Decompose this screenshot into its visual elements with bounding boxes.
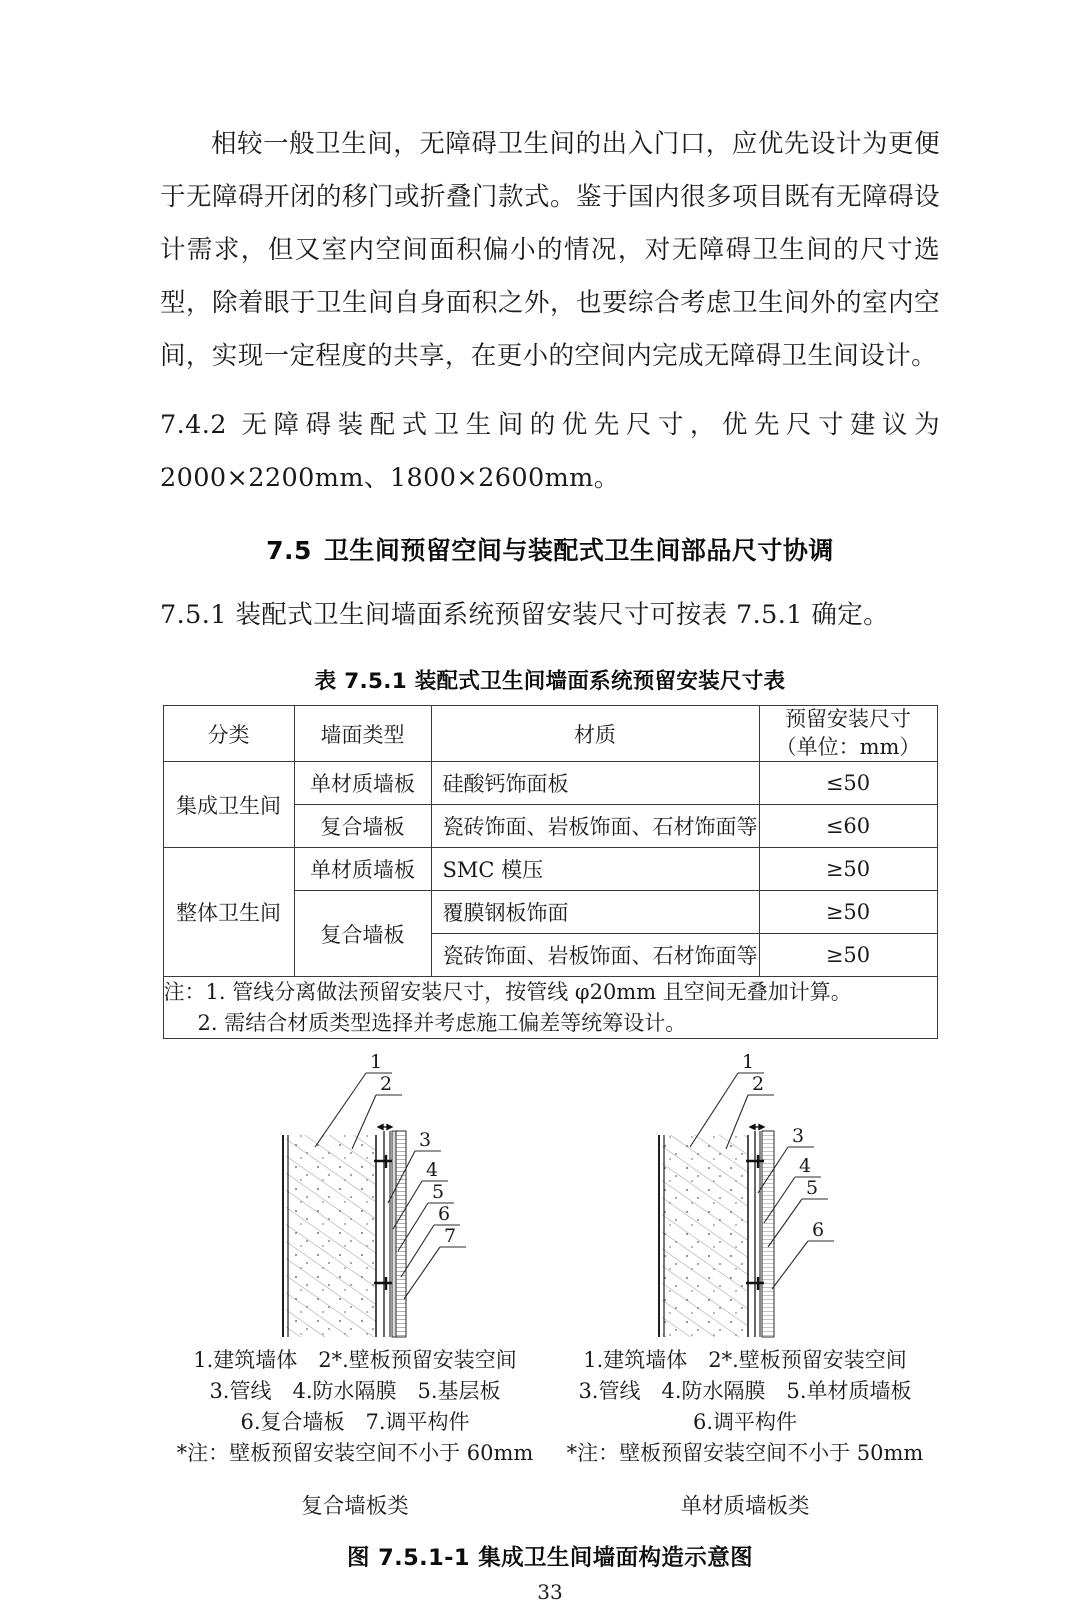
figure-type-label-right: 单材质墙板类: [680, 1494, 810, 1520]
header-reserved-size-line2: （单位：mm）: [775, 734, 921, 759]
label-4: 4: [799, 1155, 812, 1178]
cell-wall-type: 复合墙板: [294, 891, 431, 977]
label-3: 3: [419, 1129, 432, 1152]
header-cell-reserved-size: [759, 706, 937, 762]
legend-line-3: 6.调平构件: [692, 1410, 798, 1435]
cell-wall-type: 单材质墙板: [294, 762, 431, 805]
cell-wall-type: 复合墙板: [294, 805, 431, 848]
cell-material: 瓷砖饰面、岩板饰面、石材饰面等: [431, 934, 759, 977]
legend-note: *注：壁板预留安装空间不小于 50mm: [566, 1441, 924, 1466]
cell-category-unitized: 整体卫生间: [163, 848, 294, 977]
table-row: [163, 762, 937, 805]
composite-wall-svg: [160, 1051, 550, 1341]
cell-category-integrated: 集成卫生间: [163, 762, 294, 848]
page-content: [160, 118, 940, 1604]
figure-legend-left: [160, 1345, 550, 1522]
label-4: 4: [426, 1159, 439, 1182]
figure-composite-wall-diagram: [160, 1051, 550, 1341]
figure-legends: [160, 1345, 940, 1522]
cell-reserved-size: ≥50: [759, 848, 937, 891]
single-material-wall-svg: [550, 1051, 940, 1341]
legend-line-1: 1.建筑墙体 2*.壁板预留安装空间: [583, 1348, 907, 1373]
header-cell-wall-type: 墙面类型: [294, 706, 431, 762]
header-cell-material: 材质: [431, 706, 759, 762]
table-notes: [163, 977, 937, 1039]
cell-material: 覆膜钢板饰面: [431, 891, 759, 934]
label-3: 3: [792, 1125, 805, 1148]
label-6: 6: [438, 1203, 451, 1226]
figure-legend-right: [550, 1345, 940, 1522]
table-header-row: [163, 706, 937, 762]
table-note-1: 注：1. 管线分离做法预留安装尺寸，按管线 φ20mm 且空间无叠加计算。: [163, 980, 852, 1005]
section-heading-number: 7.5: [266, 536, 312, 565]
section-heading-75: [160, 531, 940, 567]
table-title: 表 7.5.1 装配式卫生间墙面系统预留安装尺寸表: [314, 669, 786, 694]
label-2: 2: [380, 1073, 393, 1096]
paragraph-clause-742: 7.4.2 无障碍装配式卫生间的优先尺寸，优先尺寸建议为2000×2200mm、1800×2600mm。: [160, 410, 940, 493]
cell-reserved-size: ≤50: [759, 762, 937, 805]
section-heading-title: 卫生间预留空间与装配式卫生间部品尺寸协调: [323, 536, 834, 565]
paragraph-clause-751: 7.5.1 装配式卫生间墙面系统预留安装尺寸可按表 7.5.1 确定。: [160, 600, 890, 630]
legend-line-2: 3.管线 4.防水隔膜 5.基层板: [209, 1379, 501, 1404]
cell-material: 硅酸钙饰面板: [431, 762, 759, 805]
wall-system-reserved-size-table: [163, 705, 938, 1039]
cell-material: SMC 模压: [431, 848, 759, 891]
legend-note: *注：壁板预留安装空间不小于 60mm: [176, 1441, 534, 1466]
figure-caption: 图 7.5.1-1 集成卫生间墙面构造示意图: [346, 1545, 754, 1572]
label-6: 6: [812, 1219, 825, 1242]
label-5: 5: [806, 1177, 819, 1200]
label-2: 2: [752, 1073, 765, 1096]
cell-wall-type: 单材质墙板: [294, 848, 431, 891]
cell-material: 瓷砖饰面、岩板饰面、石材饰面等: [431, 805, 759, 848]
legend-line-3: 6.复合墙板 7.调平构件: [240, 1410, 470, 1435]
label-5: 5: [432, 1181, 445, 1204]
header-reserved-size-line1: 预留安装尺寸: [785, 707, 911, 731]
legend-line-2: 3.管线 4.防水隔膜 5.单材质墙板: [578, 1379, 912, 1404]
paragraph-body-1: 相较一般卫生间，无障碍卫生间的出入门口，应优先设计为更便于无障碍开闭的移门或折叠门款式。鉴于国内很多项目既有无障碍设计需求，但又室内空间面积偏小的情况，对无障碍卫生间的尺寸选型，除着眼于卫生间自身面积之外，也要综合考虑卫生间外的室内空间，实现一定程度的共享，在更小的空间内完成无障碍卫生间设计。: [160, 129, 940, 371]
figures-row: [160, 1051, 940, 1341]
figure-single-material-wall-diagram: [550, 1051, 940, 1341]
label-7: 7: [444, 1225, 457, 1248]
figure-type-label-left: 复合墙板类: [301, 1494, 409, 1520]
table-note-2: 2. 需结合材质类型选择并考虑施工偏差等统筹设计。: [197, 1010, 687, 1035]
legend-line-1: 1.建筑墙体 2*.壁板预留安装空间: [193, 1348, 517, 1373]
table-row: [163, 848, 937, 891]
label-1: 1: [742, 1051, 755, 1074]
table-note-row: [163, 977, 937, 1039]
cell-reserved-size: ≥50: [759, 891, 937, 934]
page-number: 33: [537, 1580, 563, 1604]
header-cell-category: 分类: [163, 706, 294, 762]
label-1: 1: [370, 1051, 383, 1074]
cell-reserved-size: ≥50: [759, 934, 937, 977]
cell-reserved-size: ≤60: [759, 805, 937, 848]
